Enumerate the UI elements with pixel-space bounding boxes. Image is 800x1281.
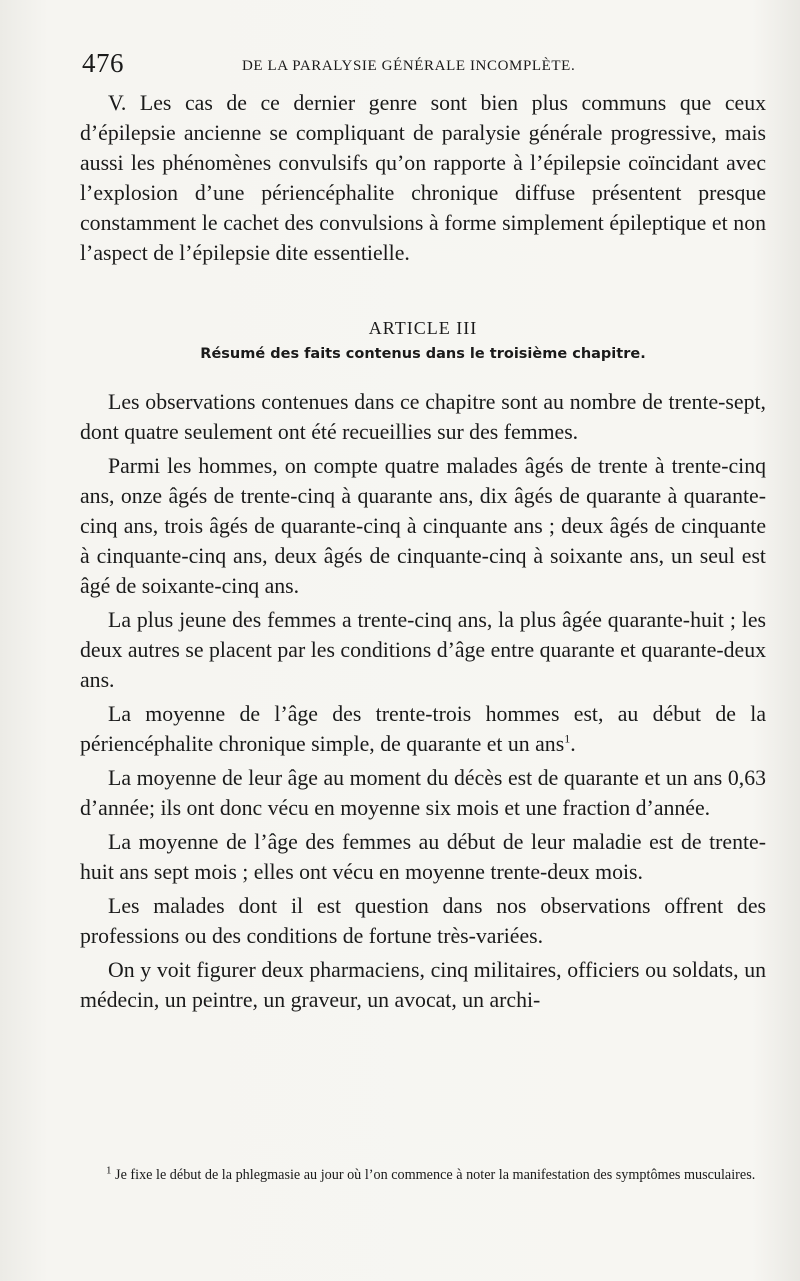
page-body (80, 88, 766, 1015)
body-paragraph: On y voit figurer deux pharmaciens, cinq militaires, officiers ou soldats, un médecin, un peintre, un graveur, un avocat, un archi- (80, 958, 766, 1012)
running-title: DE LA PARALYSIE GÉNÉRALE INCOMPLÈTE. (242, 58, 576, 74)
article-heading: ARTICLE III (368, 318, 478, 338)
paragraph-text: La moyenne de l’âge des trente-trois hommes est, au début de la périencéphalite chronique simple, de quarante et un ans (80, 702, 766, 756)
article-subtitle: Résumé des faits contenus dans le troisième chapitre. (200, 346, 646, 362)
body-paragraph-footnoted (80, 699, 766, 759)
body-paragraph: Parmi les hommes, on compte quatre malades âgés de trente à trente-cinq ans, onze âgés de trente-cinq à quarante ans, dix âgés de quarante à quarante-cinq ans, trois âgés de quarante-cinq à cinquante ans ; deux âgés de cinquante à cinquante-cinq ans, deux âgés de cinquante-cinq à soixante ans, un seul est âgé de soixante-cinq ans. (80, 454, 766, 598)
body-paragraph: Les observations contenues dans ce chapitre sont au nombre de trente-sept, dont quatre seulement ont été recueillies sur des femmes. (80, 390, 766, 444)
paragraph-end: . (570, 732, 576, 756)
body-paragraph: La moyenne de leur âge au moment du décès est de quarante et un ans 0,63 d’année; ils ont donc vécu en moyenne six mois et une fraction d’année. (80, 766, 766, 820)
body-paragraph: La plus jeune des femmes a trente-cinq ans, la plus âgée quarante-huit ; les deux autres se placent par les conditions d’âge entre quarante et quarante-deux ans. (80, 608, 766, 692)
footnote-marker: 1 (106, 1164, 112, 1177)
footnote (86, 1164, 770, 1186)
body-paragraph: Les malades dont il est question dans nos observations offrent des professions ou des conditions de fortune très-variées. (80, 894, 766, 948)
section-v-paragraph: V. Les cas de ce dernier genre sont bien plus communs que ceux d’épilepsie ancienne se compliquant de paralysie générale progressive, mais aussi les phénomènes convulsifs qu’on rapporte à l’épilepsie coïncidant avec l’explosion d’une périencéphalite chronique diffuse présentent presque constamment le cachet des convulsions à forme simplement épileptique et non l’aspect de l’épilepsie dite essentielle. (80, 91, 766, 265)
body-paragraph: La moyenne de l’âge des femmes au début de leur maladie est de trente-huit ans sept mois ; elles ont vécu en moyenne trente-deux mois. (80, 830, 766, 884)
page-header (82, 48, 772, 84)
footnote-reference: 1 (564, 731, 571, 746)
footnote-text: Je fixe le début de la phlegmasie au jour où l’on commence à noter la manifestation des symptômes musculaires. (111, 1167, 756, 1183)
page-number: 476 (82, 48, 124, 78)
